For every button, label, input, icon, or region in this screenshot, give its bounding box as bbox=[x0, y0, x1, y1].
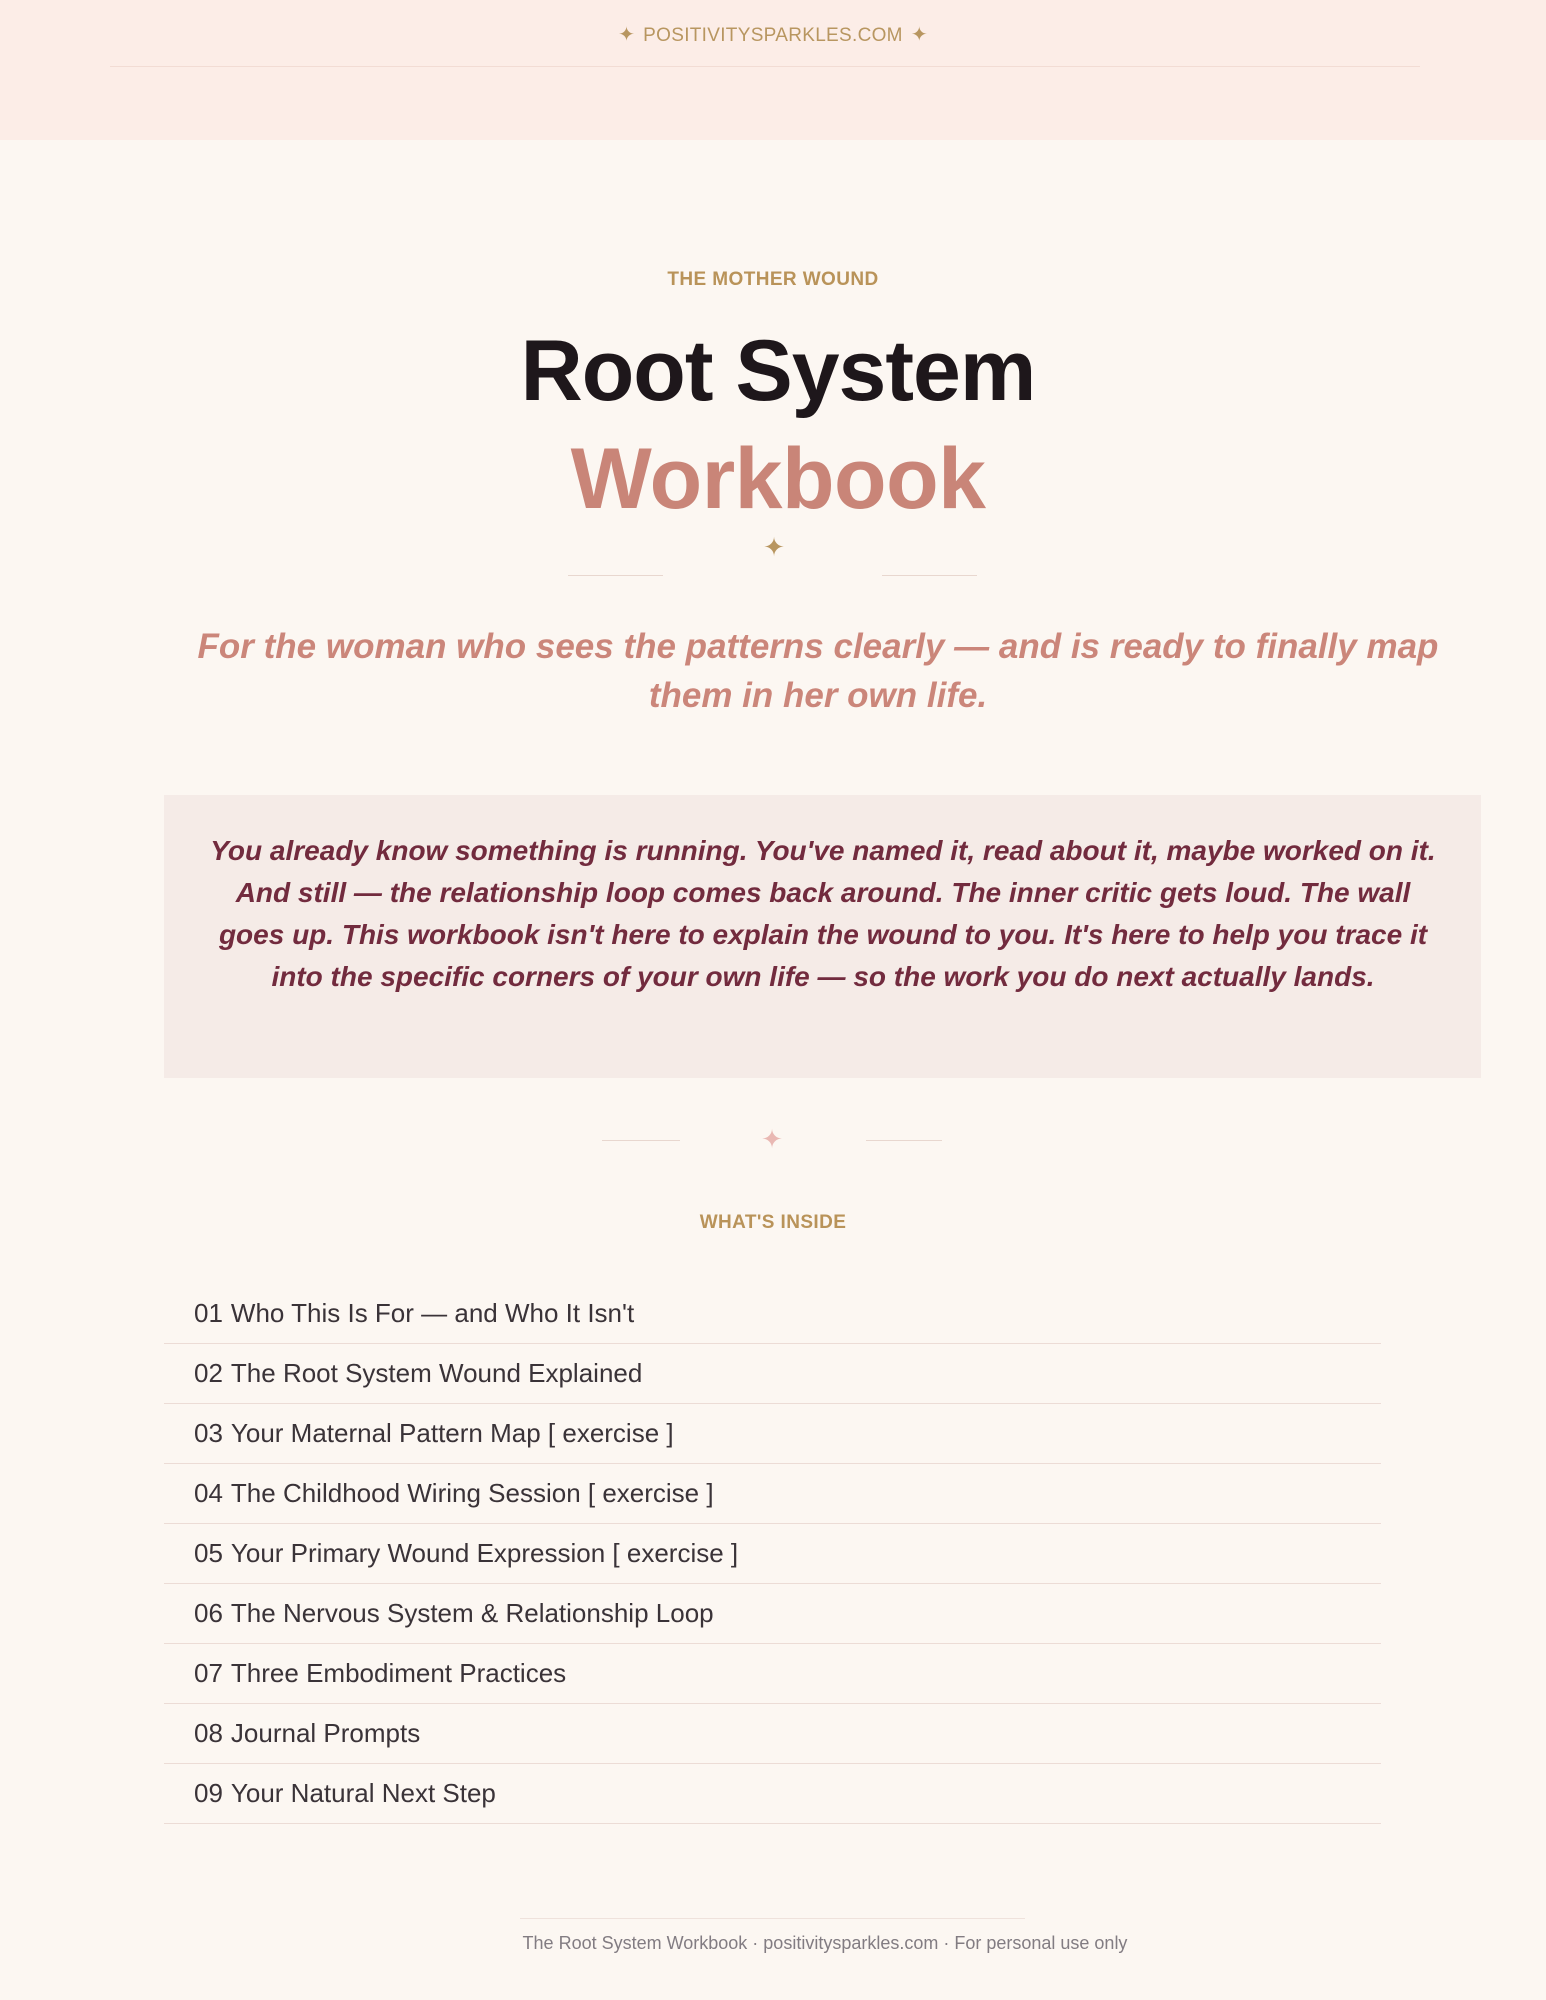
toc-item-number: 09 bbox=[194, 1778, 223, 1808]
footer-text: The Root System Workbook · positivitysparkles.com · For personal use only bbox=[522, 1933, 1128, 1953]
title-divider-left bbox=[568, 575, 663, 576]
page-title-accent: Workbook bbox=[570, 431, 986, 527]
eyebrow-label: THE MOTHER WOUND bbox=[667, 269, 879, 290]
site-name[interactable] bbox=[0, 22, 1546, 47]
tagline: For the woman who sees the patterns clearly — and is ready to finally map them in her own life. bbox=[197, 627, 1439, 715]
toc-item[interactable] bbox=[164, 1524, 1381, 1584]
toc-item-title: Your Natural Next Step bbox=[230, 1778, 496, 1808]
sparkle-icon: ✦ bbox=[761, 1124, 783, 1154]
section-divider-left bbox=[602, 1140, 680, 1141]
sparkle-icon: ✦ bbox=[763, 532, 785, 562]
toc-item[interactable] bbox=[164, 1704, 1381, 1764]
contents-heading: WHAT'S INSIDE bbox=[699, 1212, 847, 1233]
toc-item-number: 06 bbox=[194, 1598, 223, 1628]
footer-divider bbox=[520, 1918, 1025, 1919]
toc-item[interactable] bbox=[164, 1404, 1381, 1464]
toc-item-title: Journal Prompts bbox=[230, 1718, 421, 1748]
toc-item[interactable] bbox=[164, 1644, 1381, 1704]
toc-item-number: 01 bbox=[194, 1298, 223, 1328]
page-title: Root System bbox=[520, 323, 1036, 419]
title-divider-right bbox=[882, 575, 977, 576]
header-divider bbox=[110, 66, 1420, 67]
toc-item-title: Your Primary Wound Expression [ exercise ] bbox=[230, 1538, 739, 1568]
sparkle-icon: ✦ bbox=[618, 24, 636, 46]
toc-item-number: 05 bbox=[194, 1538, 223, 1568]
toc-item-title: Your Maternal Pattern Map [ exercise ] bbox=[230, 1418, 674, 1448]
toc-item-number: 08 bbox=[194, 1718, 223, 1748]
toc-item-number: 07 bbox=[194, 1658, 223, 1688]
site-name-label: POSITIVITYSPARKLES.COM bbox=[643, 25, 903, 46]
toc-item[interactable] bbox=[164, 1464, 1381, 1524]
toc-item-number: 03 bbox=[194, 1418, 223, 1448]
intro-text: You already know something is running. You've named it, read about it, maybe worked on it. And still — the relationship loop comes back around. The inner critic gets loud. The wall goes up. This workbook isn't here to explain the wound to you. It's here to help you trace it into the specific corners of your own life — so the work you do next actually lands. bbox=[210, 835, 1436, 992]
toc-item-title: Three Embodiment Practices bbox=[230, 1658, 567, 1688]
toc-item-title: The Childhood Wiring Session [ exercise ] bbox=[230, 1478, 714, 1508]
toc-item[interactable] bbox=[164, 1764, 1381, 1824]
toc-item-title: The Nervous System & Relationship Loop bbox=[230, 1598, 714, 1628]
toc-item[interactable] bbox=[164, 1344, 1381, 1404]
toc-item-number: 04 bbox=[194, 1478, 223, 1508]
toc-item[interactable] bbox=[164, 1284, 1381, 1344]
toc-item-title: Who This Is For — and Who It Isn't bbox=[230, 1298, 635, 1328]
header-band bbox=[0, 0, 1546, 140]
section-divider-right bbox=[866, 1140, 942, 1141]
toc-item-title: The Root System Wound Explained bbox=[230, 1358, 643, 1388]
sparkle-icon: ✦ bbox=[910, 24, 928, 46]
toc-item-number: 02 bbox=[194, 1358, 223, 1388]
table-of-contents bbox=[164, 1284, 1381, 1824]
toc-item[interactable] bbox=[164, 1584, 1381, 1644]
